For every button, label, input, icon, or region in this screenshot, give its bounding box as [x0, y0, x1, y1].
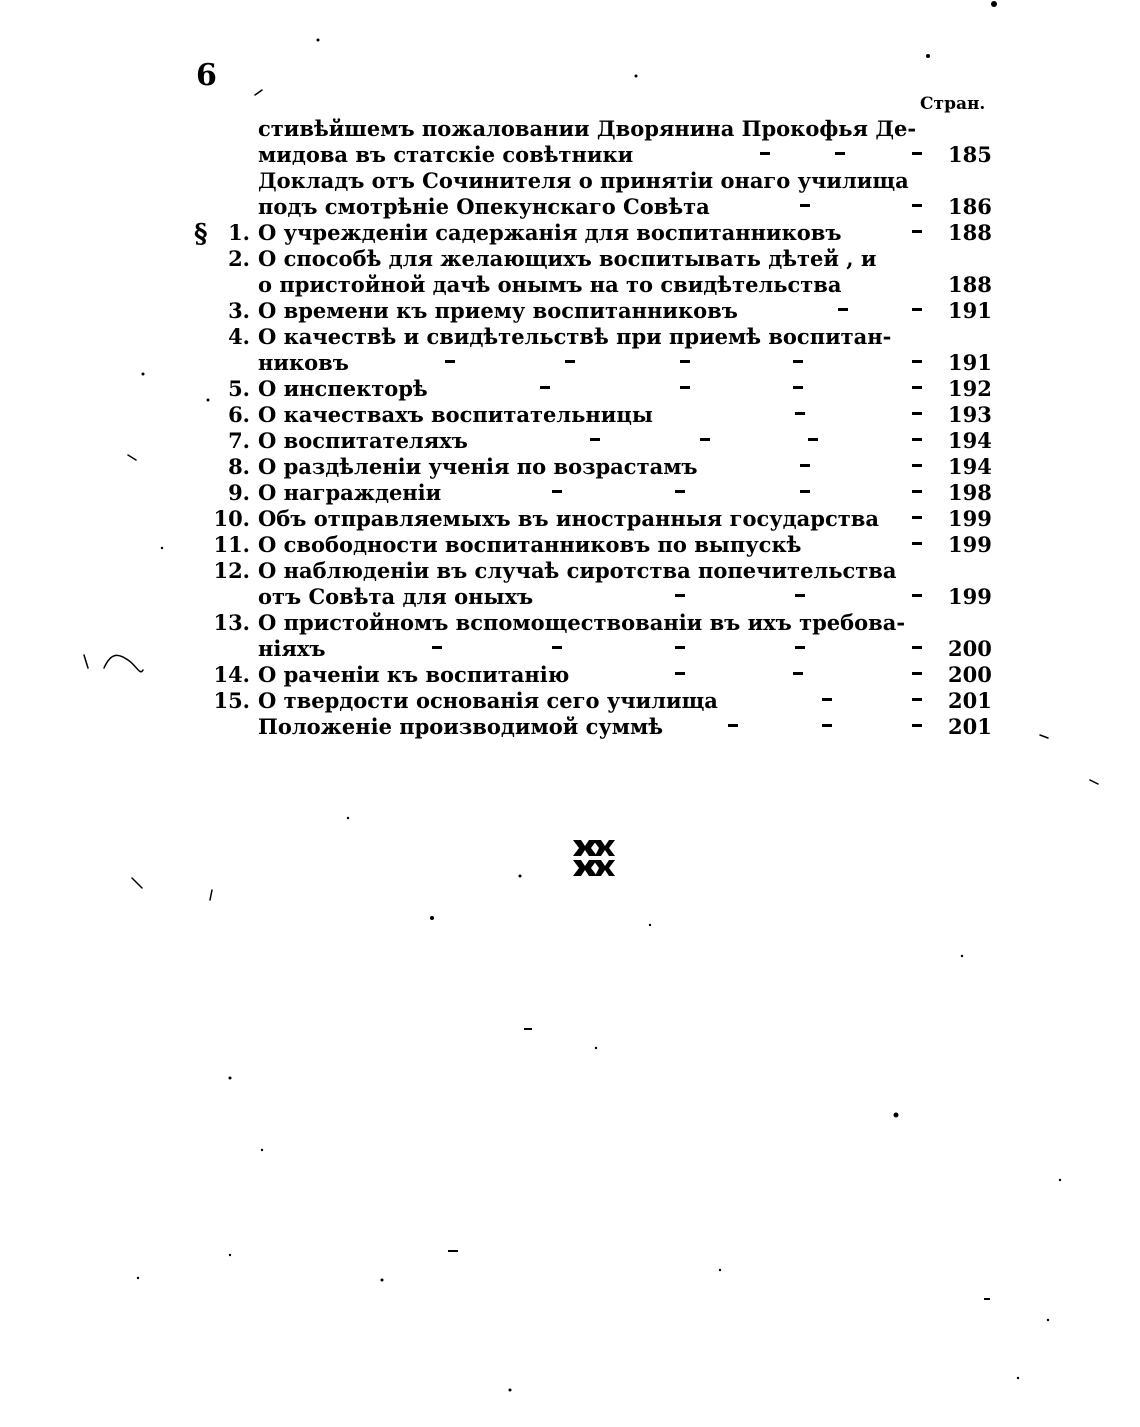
toc-entry-title: О учрежденіи садержанія для воспитанниковъ — [258, 220, 842, 245]
toc-entry-title: стивѣйшемъ пожаловании Дворянина Прокофья Де- — [258, 116, 917, 141]
toc-entry-number: 6. — [228, 402, 250, 427]
toc-entry-number: 11. — [213, 532, 250, 557]
toc-entry-title: О наблюденіи въ случаѣ сиротства попечительства — [258, 558, 897, 583]
toc-entry-page: 186 — [948, 194, 992, 219]
toc-entry-page: 200 — [948, 662, 992, 687]
toc-entry-page: 198 — [948, 480, 992, 505]
toc-entry-title: О времени къ приему воспитанниковъ — [258, 298, 738, 323]
toc-entry-number: 2. — [228, 246, 250, 271]
toc-entry-title: О качествѣ и свидѣтельствѣ при приемѣ воспитан- — [258, 324, 892, 349]
toc-entry-title: О раздѣленіи ученія по возрастамъ — [258, 454, 698, 479]
toc-entry-page: 194 — [948, 454, 992, 479]
toc-entry-title: Положеніе производимой суммѣ — [258, 714, 664, 739]
toc-entry-number: 9. — [228, 480, 250, 505]
toc-entry-number: 5. — [228, 376, 250, 401]
toc-entry-title: О способѣ для желающихъ воспитывать дѣтей , и — [258, 246, 877, 271]
toc-entry-page: 185 — [948, 142, 992, 167]
toc-entry-number: 12. — [213, 558, 250, 583]
toc-entry-number: 10. — [213, 506, 250, 531]
toc-entry-title: никовъ — [258, 350, 349, 375]
toc-entry-page: 201 — [948, 688, 992, 713]
toc-entry-page: 194 — [948, 428, 992, 453]
toc-entry-page: 191 — [948, 298, 992, 323]
toc-entry-page: 199 — [948, 532, 992, 557]
column-header-page: Стран. — [920, 94, 986, 114]
toc-entry-title: ніяхъ — [258, 636, 326, 661]
toc-entry-page: 193 — [948, 402, 992, 427]
toc-entry-number: 14. — [213, 662, 250, 687]
toc-entry-page: 191 — [948, 350, 992, 375]
section-symbol: § — [194, 219, 208, 249]
toc-entry-title: О инспекторѣ — [258, 376, 428, 401]
toc-entry-page: 188 — [948, 220, 992, 245]
toc-entry-number: 15. — [213, 688, 250, 713]
toc-entry-page: 200 — [948, 636, 992, 661]
toc-entry-page: 199 — [948, 584, 992, 609]
toc-entry-title: О раченіи къ воспитанію — [258, 662, 570, 687]
toc-entry-number: 13. — [213, 610, 250, 635]
toc-entry-title: О качествахъ воспитательницы — [258, 402, 653, 427]
toc-entry-number: 3. — [228, 298, 250, 323]
toc-entry-title: отъ Совѣта для оныхъ — [258, 584, 534, 609]
toc-entry-title: Докладъ отъ Сочинителя о принятіи онаго училища — [258, 168, 909, 193]
toc-entry-number: 1. — [228, 220, 250, 245]
toc-entry-title: О награжденіи — [258, 480, 442, 505]
page-number: 6 — [196, 58, 217, 93]
toc-entry-number: 7. — [228, 428, 250, 453]
toc-entry-page: 199 — [948, 506, 992, 531]
toc-entry-page: 188 — [948, 272, 992, 297]
toc-entry-number: 8. — [228, 454, 250, 479]
toc-entry-number: 4. — [228, 324, 250, 349]
toc-entry-title: подъ смотрѣніе Опекунскаго Совѣта — [258, 194, 710, 219]
toc-entry-title: о пристойной дачѣ онымъ на то свидѣтельства — [258, 272, 842, 297]
toc-entry-title: О свободности воспитанниковъ по выпускѣ — [258, 532, 802, 557]
toc-entry-page: 201 — [948, 714, 992, 739]
toc-entry-title: мидова въ статскіе совѣтники — [258, 142, 634, 167]
toc-entry-title: О твердости основанія сего училища — [258, 688, 718, 713]
toc-entry-page: 192 — [948, 376, 992, 401]
toc-entry-title: О воспитателяхъ — [258, 428, 468, 453]
toc-entry-title: Объ отправляемыхъ въ иностранныя государства — [258, 506, 879, 531]
toc-entry-title: О пристойномъ вспомоществованіи въ ихъ требова- — [258, 610, 906, 635]
